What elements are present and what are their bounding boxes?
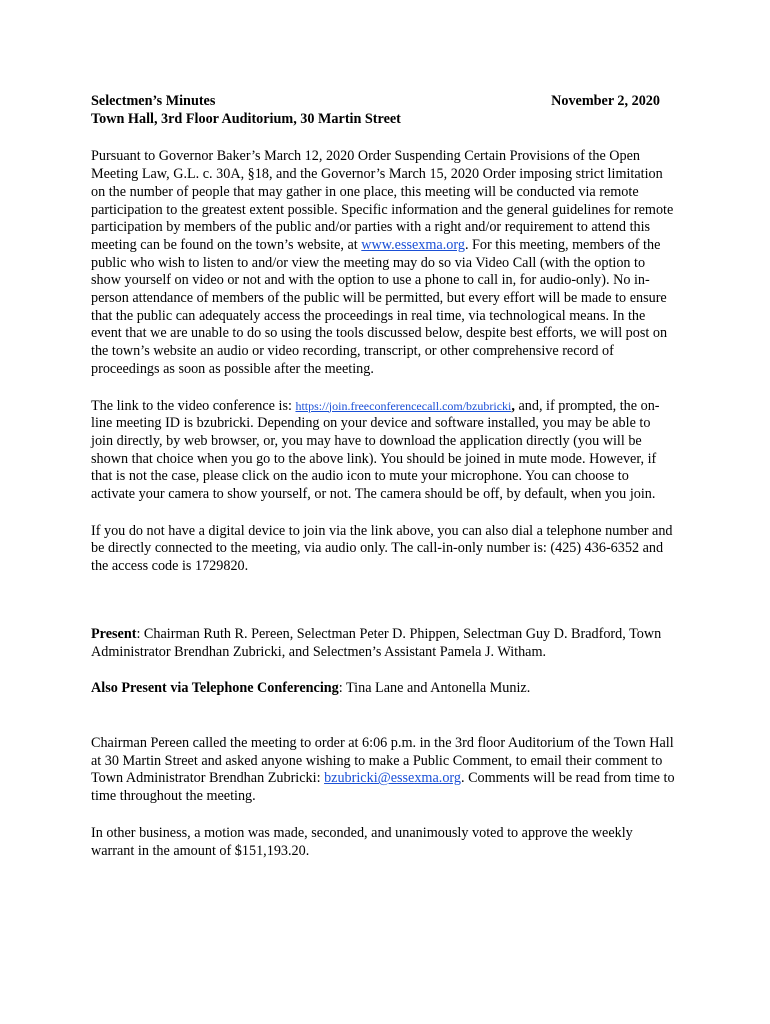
phone-paragraph: If you do not have a digital device to join via the link above, you can also dial a telephone number and be directly connected to the meeting, via audio only. The call-in-only number is: (425) 436-6352 and the access code is 1729820. [91, 522, 673, 575]
video-conference-link[interactable]: https://join.freeconferencecall.com/bzubricki [295, 398, 512, 413]
email-link[interactable]: bzubricki@essexma.org [324, 770, 461, 787]
intro-paragraph: Pursuant to Governor Baker’s March 12, 2020 Order Suspending Certain Provisions of the Open Meeting Law, G.L. c. 30A, §18, and the Governor’s March 15, 2020 Order imposing strict limitation on the number of people that may gather in one place, this meeting will be conducted via remote participation to the greatest extent possible. Specific information and the general guidelines for remote participation by members of the public and/or parties with a right and/or requirement to attend this meeting can be found on the town’s website, at www.essexma.org. For this meeting, members of the public who wish to listen to and/or view the meeting may do so via Video Call (with the option to show yourself on video or not and with the option to use a phone to call in, for audio-only). No in-person attendance of members of the public will be permitted, but every effort will be made to ensure that the public can adequately access the proceedings in real time, via technological means. In the event that we are unable to do so using the tools discussed below, despite best efforts, we will post on the town’s website an audio or video recording, transcript, or other comprehensive record of proceedings as soon as possible after the meeting. [91, 148, 674, 377]
present-label: Present [91, 625, 137, 642]
minutes-title: Selectmen’s Minutes [91, 93, 216, 109]
meeting-location: Town Hall, 3rd Floor Auditorium, 30 Martin Street [91, 110, 401, 127]
document-page [91, 93, 676, 860]
town-website-link[interactable]: www.essexma.org [361, 236, 465, 253]
video-conference-paragraph: The link to the video conference is: https://join.freeconferencecall.com/bzubricki, and, if prompted, the on-line meeting ID is bzubricki. Depending on your device and software installed, you may be able to join directly, by web browser, or, you may have to download the application directly (you will be shown that choice when you go to the above link). You should be joined in mute mode. However, if that is not the case, please click on the audio icon to mute your microphone. You can choose to activate your camera to show yourself, or not. The camera should be off, by default, when you join. [91, 397, 660, 503]
present-paragraph: Present: Chairman Ruth R. Pereen, Selectman Peter D. Phippen, Selectman Guy D. Bradford, Town Administrator Brendhan Zubricki, and Selectmen’s Assistant Pamela J. Witham. [91, 625, 662, 660]
other-business-paragraph: In other business, a motion was made, seconded, and unanimously voted to approve the weekly warrant in the amount of $151,193.20. [91, 824, 633, 859]
also-present-paragraph: Also Present via Telephone Conferencing: Tina Lane and Antonella Muniz. [91, 680, 531, 697]
minutes-header [91, 93, 676, 128]
meeting-date: November 2, 2020 [551, 93, 660, 109]
call-to-order-paragraph: Chairman Pereen called the meeting to order at 6:06 p.m. in the 3rd floor Auditorium of the Town Hall at 30 Martin Street and asked anyone wishing to make a Public Comment, to email their comment to Town Administrator Brendhan Zubricki: bzubricki@essexma.org. Comments will be read from time to time throughout the meeting. [91, 734, 675, 805]
also-present-label: Also Present via Telephone Conferencing [91, 680, 339, 697]
